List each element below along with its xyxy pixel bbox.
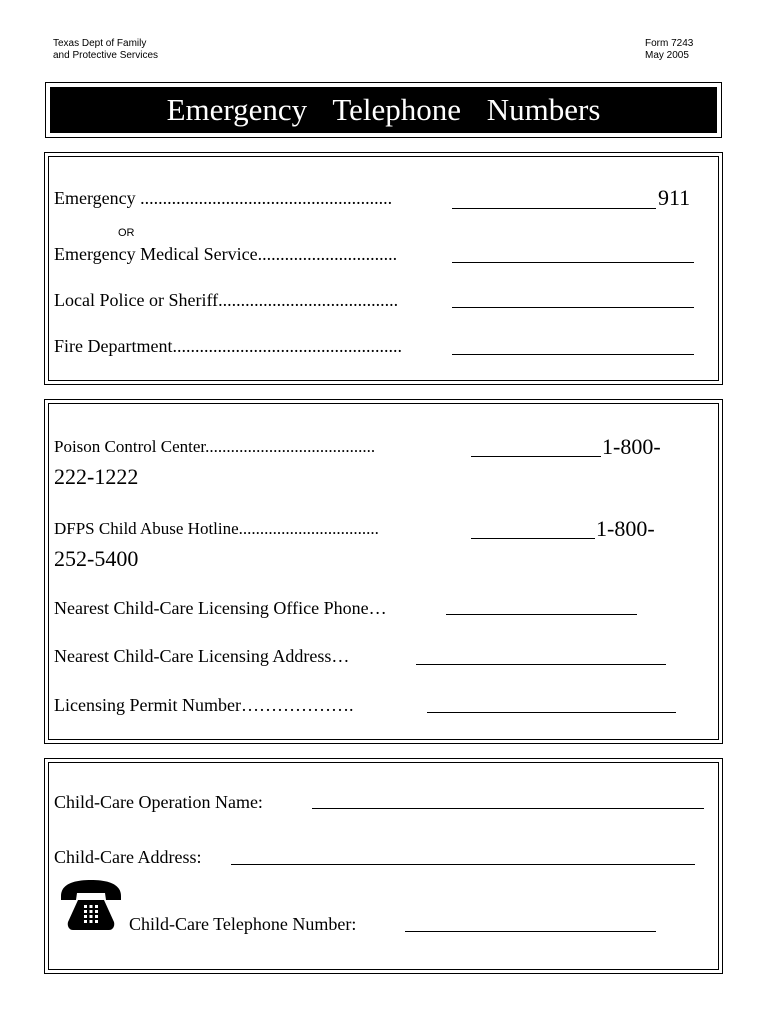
operation-name-label: Child-Care Operation Name: bbox=[54, 792, 263, 812]
operation-name-field[interactable] bbox=[312, 808, 704, 809]
poison-label: Poison Control Center........................................ bbox=[54, 437, 376, 456]
address-label: Child-Care Address: bbox=[54, 847, 202, 867]
licensing-address-field[interactable] bbox=[416, 664, 666, 665]
form-info bbox=[645, 38, 693, 62]
police-label: Local Police or Sheriff........................................ bbox=[54, 290, 399, 310]
permit-label: Licensing Permit Number………………. bbox=[54, 695, 354, 715]
telephone-label: Child-Care Telephone Number: bbox=[129, 914, 357, 934]
poison-line bbox=[471, 456, 601, 457]
dfps-value-part2[interactable]: 252-5400 bbox=[54, 546, 139, 571]
dfps-label: DFPS Child Abuse Hotline................................. bbox=[54, 519, 379, 538]
page-title: Emergency Telephone Numbers bbox=[50, 87, 717, 133]
ems-label: Emergency Medical Service............................... bbox=[54, 244, 398, 264]
agency-line-1: Texas Dept of Family bbox=[53, 38, 147, 49]
title-banner bbox=[45, 82, 722, 138]
agency-line-2: and Protective Services bbox=[53, 50, 159, 61]
form-date: May 2005 bbox=[645, 50, 689, 61]
emergency-line bbox=[452, 208, 656, 209]
poison-value-part1[interactable]: 1-800- bbox=[602, 434, 661, 459]
emergency-label: Emergency ........................................................ bbox=[54, 188, 393, 208]
ems-field[interactable] bbox=[452, 262, 694, 263]
licensing-address-label: Nearest Child-Care Licensing Address… bbox=[54, 646, 350, 666]
permit-field[interactable] bbox=[427, 712, 676, 713]
fire-field[interactable] bbox=[452, 354, 694, 355]
form-number: Form 7243 bbox=[645, 38, 694, 49]
agency-name bbox=[53, 38, 158, 62]
police-field[interactable] bbox=[452, 307, 694, 308]
poison-value-part2[interactable]: 222-1222 bbox=[54, 464, 139, 489]
address-field[interactable] bbox=[231, 864, 695, 865]
licensing-phone-field[interactable] bbox=[446, 614, 637, 615]
dfps-line bbox=[471, 538, 595, 539]
licensing-phone-label: Nearest Child-Care Licensing Office Phone… bbox=[54, 598, 387, 618]
telephone-field[interactable] bbox=[405, 931, 656, 932]
emergency-value[interactable]: 911 bbox=[658, 185, 691, 210]
telephone-icon bbox=[58, 878, 124, 932]
dfps-value-part1[interactable]: 1-800- bbox=[596, 516, 655, 541]
or-label: OR bbox=[118, 227, 135, 239]
fire-label: Fire Department................................................... bbox=[54, 336, 402, 356]
